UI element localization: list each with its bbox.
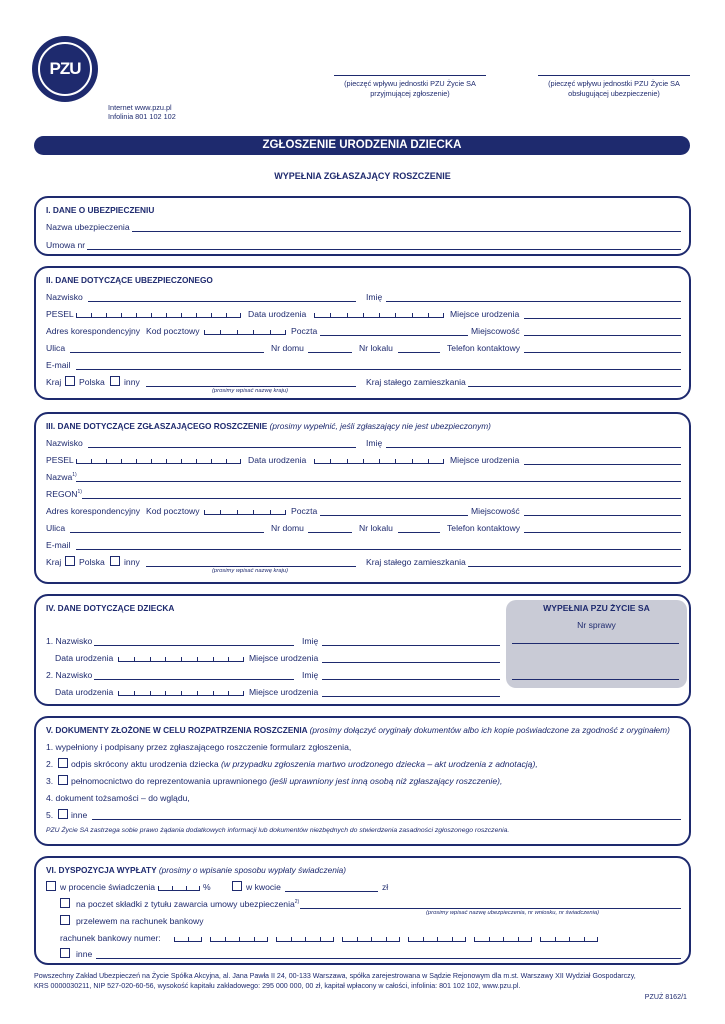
label-nr-domu: Nr domu	[271, 523, 304, 533]
label-poczet-text: na poczet składki z tytułu zawarcia umowy ubezpieczenia	[76, 899, 295, 909]
digit-tick	[240, 459, 241, 463]
street-field[interactable]	[70, 352, 264, 353]
reserve-note: PZU Życie SA zastrzega sobie prawo żądania dodatkowych informacji lub dokumentów niezbędnych do stwierdzenia zasadności zgłoszonego roszczenia.	[46, 827, 510, 834]
doc-item-2-text: odpis skrócony aktu urodzenia dziecka	[71, 759, 219, 769]
case-number-field-1[interactable]	[512, 643, 679, 644]
digit-tick	[239, 937, 240, 941]
birth-date-field[interactable]	[314, 457, 444, 464]
digit-tick	[228, 691, 229, 695]
label-polska: Polska	[79, 557, 105, 567]
child1-birth-place-field[interactable]	[322, 662, 500, 663]
digit-tick	[395, 459, 396, 463]
pesel-field[interactable]	[76, 457, 241, 464]
digit-tick	[408, 937, 409, 941]
digit-tick	[106, 459, 107, 463]
phone-field[interactable]	[524, 532, 681, 533]
section-title: I. DANE O UBEZPIECZENIU	[46, 205, 155, 215]
post-office-field[interactable]	[320, 335, 468, 336]
label-data-urodzenia: Data urodzenia	[248, 455, 307, 465]
label-umowa: Umowa nr	[46, 240, 86, 250]
label-kwota: w kwocie	[246, 882, 281, 892]
digit-tick	[357, 937, 358, 941]
pzu-logo-text: PZU	[38, 42, 92, 96]
digit-tick	[395, 313, 396, 317]
label-regon-text: REGON	[46, 489, 78, 499]
label-child2-data: Data urodzenia	[55, 687, 114, 697]
digit-tick	[201, 937, 202, 941]
digit-tick	[226, 459, 227, 463]
digit-tick	[240, 313, 241, 317]
doc-item-5-number: 5.	[46, 810, 54, 820]
account-group-6[interactable]	[474, 935, 532, 942]
digit-tick	[243, 657, 244, 661]
label-inny: inny	[124, 377, 140, 387]
label-poczta: Poczta	[291, 326, 318, 336]
digit-tick	[379, 459, 380, 463]
digit-tick	[181, 459, 182, 463]
label-child1-nazwisko: 1. Nazwisko	[46, 636, 93, 646]
digit-tick	[330, 313, 331, 317]
child1-birth-date-field[interactable]	[118, 655, 244, 662]
label-kod-pocztowy: Kod pocztowy	[146, 506, 200, 516]
digit-tick	[347, 459, 348, 463]
digit-tick	[166, 313, 167, 317]
digit-tick	[118, 657, 119, 661]
section-note: (prosimy dołączyć oryginały dokumentów albo ich kopie poświadczone za zgodność z oryginałem)	[309, 725, 670, 735]
doc-item-3-text: pełnomocnictwo do reprezentowania uprawnionego	[71, 776, 267, 786]
apartment-number-field[interactable]	[398, 532, 440, 533]
digit-tick	[91, 459, 92, 463]
label-adres: Adres korespondencyjny	[46, 506, 141, 516]
label-nazwisko: Nazwisko	[46, 292, 83, 302]
section-insured	[34, 266, 691, 400]
section-title-text: VI. DYSPOZYCJA WYPŁATY	[46, 865, 157, 875]
label-child1-imie: Imię	[302, 636, 319, 646]
label-inny: inny	[124, 557, 140, 567]
account-group-5[interactable]	[408, 935, 466, 942]
footer-line-1: Powszechny Zakład Ubezpieczeń na Życie Spółka Akcyjna, al. Jana Pawła II 24, 00-133 Warszawa, spółka zarejestrowana w Sądzie Rejonowym dla m.st. Warszawy XII Wydział Gospodarczy,	[34, 972, 636, 980]
digit-tick	[181, 313, 182, 317]
digit-tick	[474, 937, 475, 941]
account-group-4[interactable]	[342, 935, 400, 942]
postal-code-field[interactable]	[204, 508, 286, 515]
label-inne: inne	[76, 949, 93, 959]
internet-address: Internet www.pzu.pl	[108, 103, 172, 112]
footnote-ref: 1)	[77, 489, 82, 496]
digit-tick	[165, 691, 166, 695]
surname-field[interactable]	[88, 447, 356, 448]
label-nazwa-ubezpieczenia: Nazwa ubezpieczenia	[46, 222, 130, 232]
post-office-field[interactable]	[320, 515, 468, 516]
digit-tick	[186, 886, 187, 890]
child1-surname-field[interactable]	[94, 645, 294, 646]
section-title-text: V. DOKUMENTY ZŁOŻONE W CELU ROZPATRZENIA ROSZCZENIA	[46, 725, 308, 735]
digit-tick	[428, 313, 429, 317]
digit-tick	[465, 937, 466, 941]
doc-item-2-number: 2.	[46, 759, 54, 769]
regon-field[interactable]	[82, 498, 681, 499]
percent-field[interactable]	[158, 884, 200, 891]
digit-tick	[181, 691, 182, 695]
label-miejscowosc: Miejscowość	[471, 326, 520, 336]
account-group-2[interactable]	[210, 935, 268, 942]
label-nazwisko: Nazwisko	[46, 438, 83, 448]
digit-tick	[151, 459, 152, 463]
digit-tick	[253, 330, 254, 334]
label-pesel: PESEL	[46, 309, 74, 319]
digit-tick	[211, 459, 212, 463]
digit-tick	[443, 459, 444, 463]
label-nr-domu: Nr domu	[271, 343, 304, 353]
section-title	[46, 865, 346, 875]
checkbox-inny-kraj[interactable]	[110, 556, 120, 566]
house-number-field[interactable]	[308, 532, 352, 533]
section-title	[46, 421, 491, 431]
contract-number-field[interactable]	[87, 249, 681, 250]
form-code: PZUŻ 8162/1	[644, 993, 687, 1001]
digit-tick	[213, 657, 214, 661]
digit-tick	[489, 937, 490, 941]
digit-tick	[253, 510, 254, 514]
digit-tick	[584, 937, 585, 941]
section-title: II. DANE DOTYCZĄCE UBEZPIECZONEGO	[46, 275, 213, 285]
label-child1-data: Data urodzenia	[55, 653, 114, 663]
label-telefon: Telefon kontaktowy	[447, 523, 521, 533]
label-przelew: przelewem na rachunek bankowy	[76, 916, 204, 926]
checkbox-transfer[interactable]	[60, 915, 70, 925]
digit-tick	[314, 313, 315, 317]
section-note: (prosimy wypełnić, jeśli zgłaszający nie jest ubezpieczonym)	[269, 421, 491, 431]
amount-field[interactable]	[285, 891, 378, 892]
digit-tick	[174, 937, 175, 941]
digit-tick	[270, 510, 271, 514]
account-group-1[interactable]	[174, 935, 202, 942]
birth-place-field[interactable]	[524, 318, 681, 319]
digit-tick	[213, 691, 214, 695]
digit-tick	[423, 937, 424, 941]
digit-tick	[320, 937, 321, 941]
section-payment	[34, 856, 691, 965]
digit-tick	[437, 937, 438, 941]
checkbox-polska[interactable]	[65, 556, 75, 566]
digit-tick	[452, 937, 453, 941]
digit-tick	[226, 313, 227, 317]
digit-tick	[121, 313, 122, 317]
account-group-3[interactable]	[276, 935, 334, 942]
label-poczta: Poczta	[291, 506, 318, 516]
digit-tick	[136, 459, 137, 463]
digit-tick	[181, 657, 182, 661]
section-title	[46, 725, 670, 735]
label-regon	[46, 489, 82, 499]
label-nr-lokalu: Nr lokalu	[359, 523, 393, 533]
digit-tick	[197, 691, 198, 695]
digit-tick	[228, 657, 229, 661]
label-kraj-stalego: Kraj stałego zamieszkania	[366, 377, 466, 387]
digit-tick	[211, 313, 212, 317]
checkbox-doc-other[interactable]	[58, 809, 68, 819]
digit-tick	[165, 657, 166, 661]
digit-tick	[196, 313, 197, 317]
pzu-logo	[32, 36, 98, 102]
birth-date-field[interactable]	[314, 311, 444, 318]
digit-tick	[118, 691, 119, 695]
city-field[interactable]	[524, 335, 681, 336]
digit-tick	[237, 330, 238, 334]
label-percent-sign: %	[203, 882, 211, 892]
digit-tick	[569, 937, 570, 941]
label-ulica: Ulica	[46, 523, 66, 533]
digit-tick	[531, 937, 532, 941]
section-insurance	[34, 196, 691, 256]
digit-tick	[172, 886, 173, 890]
child2-first-name-field[interactable]	[322, 679, 500, 680]
digit-tick	[270, 330, 271, 334]
digit-tick	[225, 937, 226, 941]
checkbox-amount[interactable]	[232, 881, 242, 891]
section-documents	[34, 716, 691, 846]
checkbox-polska[interactable]	[65, 376, 75, 386]
label-nr-lokalu: Nr lokalu	[359, 343, 393, 353]
digit-tick	[285, 330, 286, 334]
street-field[interactable]	[70, 532, 264, 533]
digit-tick	[443, 313, 444, 317]
footer	[34, 972, 636, 991]
section-title: IV. DANE DOTYCZĄCE DZIECKA	[46, 603, 175, 613]
child1-first-name-field[interactable]	[322, 645, 500, 646]
digit-tick	[399, 937, 400, 941]
pzu-office-panel	[506, 600, 687, 688]
stamp-accepting	[334, 75, 486, 98]
label-procent: w procencie świadczenia	[60, 882, 156, 892]
digit-tick	[363, 459, 364, 463]
label-pesel: PESEL	[46, 455, 74, 465]
first-name-field[interactable]	[386, 301, 681, 302]
digit-tick	[150, 657, 151, 661]
label-child2-imie: Imię	[302, 670, 319, 680]
digit-tick	[412, 459, 413, 463]
email-field[interactable]	[76, 549, 681, 550]
doc-item-5: inne	[71, 810, 88, 820]
account-group-7[interactable]	[540, 935, 598, 942]
other-country-field[interactable]	[146, 386, 356, 387]
label-telefon: Telefon kontaktowy	[447, 343, 521, 353]
digit-tick	[188, 937, 189, 941]
other-documents-field[interactable]	[92, 819, 681, 820]
email-field[interactable]	[76, 369, 681, 370]
label-nazwa	[46, 472, 77, 482]
label-kraj: Kraj	[46, 557, 62, 567]
hotline: Infolinia 801 102 102	[108, 112, 176, 121]
label-child2-nazwisko: 2. Nazwisko	[46, 670, 93, 680]
stamp-servicing	[538, 75, 690, 98]
label-zl: zł	[382, 882, 389, 892]
child2-birth-place-field[interactable]	[322, 696, 500, 697]
stamp-accepting-l2: przyjmującej zgłoszenie)	[370, 88, 450, 98]
digit-tick	[220, 330, 221, 334]
digit-tick	[503, 937, 504, 941]
digit-tick	[371, 937, 372, 941]
page-title: ZGŁOSZENIE URODZENIA DZIECKA	[34, 136, 690, 155]
premium-details-field[interactable]	[300, 908, 681, 909]
digit-tick	[121, 459, 122, 463]
label-email: E-mail	[46, 360, 71, 370]
checkbox-other-payment[interactable]	[60, 948, 70, 958]
label-child1-miejsce: Miejsce urodzenia	[249, 653, 319, 663]
apartment-number-field[interactable]	[398, 352, 440, 353]
digit-tick	[134, 657, 135, 661]
digit-tick	[597, 937, 598, 941]
digit-tick	[267, 937, 268, 941]
doc-item-3	[71, 776, 502, 786]
footer-line-2: KRS 0000030211, NIP 527-020-60-56, wysokość kapitału zakładowego: 295 000 000, 00 zł, kapitał wpłacony w całości, infolinia: 801 102 102, www.pzu.pl.	[34, 981, 521, 990]
digit-tick	[134, 691, 135, 695]
digit-tick	[540, 937, 541, 941]
label-poczet	[76, 899, 299, 909]
digit-tick	[386, 937, 387, 941]
checkbox-premium[interactable]	[60, 898, 70, 908]
label-kraj: Kraj	[46, 377, 62, 387]
other-payment-field[interactable]	[96, 958, 681, 959]
digit-tick	[330, 459, 331, 463]
checkbox-doc-power-of-attorney[interactable]	[58, 775, 68, 785]
digit-tick	[136, 313, 137, 317]
label-polska: Polska	[79, 377, 105, 387]
page-subtitle: WYPEŁNIA ZGŁASZAJĄCY ROSZCZENIE	[274, 171, 451, 181]
label-nr-sprawy: Nr sprawy	[577, 620, 616, 630]
digit-tick	[379, 313, 380, 317]
label-miejscowosc: Miejscowość	[471, 506, 520, 516]
digit-tick	[210, 937, 211, 941]
digit-tick	[158, 886, 159, 890]
other-country-field[interactable]	[146, 566, 356, 567]
section-claimant	[34, 412, 691, 584]
digit-tick	[150, 691, 151, 695]
digit-tick	[166, 459, 167, 463]
doc-item-1: 1. wypełniony i podpisany przez zgłaszającego roszczenie formularz zgłoszenia,	[46, 742, 352, 752]
label-kraj-stalego: Kraj stałego zamieszkania	[366, 557, 466, 567]
residence-country-field[interactable]	[468, 386, 681, 387]
doc-item-4: 4. dokument tożsamości – do wglądu,	[46, 793, 190, 803]
digit-tick	[106, 313, 107, 317]
label-email: E-mail	[46, 540, 71, 550]
digit-tick	[342, 937, 343, 941]
child2-surname-field[interactable]	[94, 679, 294, 680]
checkbox-doc-birth-certificate[interactable]	[58, 758, 68, 768]
label-miejsce-urodzenia: Miejsce urodzenia	[450, 309, 520, 319]
footnote-ref: 1)	[72, 472, 77, 479]
digit-tick	[243, 691, 244, 695]
digit-tick	[347, 313, 348, 317]
stamp-servicing-l1: (pieczęć wpływu jednostki PZU Życie SA	[548, 79, 680, 88]
birth-place-field[interactable]	[524, 464, 681, 465]
child2-birth-date-field[interactable]	[118, 689, 244, 696]
phone-field[interactable]	[524, 352, 681, 353]
label-rachunek: rachunek bankowy numer:	[60, 933, 161, 943]
contact-info	[108, 103, 176, 121]
doc-item-3-number: 3.	[46, 776, 54, 786]
label-kod-pocztowy: Kod pocztowy	[146, 326, 200, 336]
house-number-field[interactable]	[308, 352, 352, 353]
pzu-panel-title: WYPEŁNIA PZU ŻYCIE SA	[543, 603, 650, 613]
digit-tick	[199, 886, 200, 890]
digit-tick	[76, 459, 77, 463]
digit-tick	[204, 330, 205, 334]
case-number-field-2[interactable]	[512, 679, 679, 680]
digit-tick	[412, 313, 413, 317]
pesel-field[interactable]	[76, 311, 241, 318]
digit-tick	[151, 313, 152, 317]
digit-tick	[196, 459, 197, 463]
postal-code-field[interactable]	[204, 328, 286, 335]
doc-item-3-note: (jeśli uprawniony jest inną osobą niż zgłaszający roszczenie),	[269, 776, 503, 786]
digit-tick	[291, 937, 292, 941]
company-name-field[interactable]	[76, 481, 681, 482]
section-title-text: III. DANE DOTYCZĄCE ZGŁASZAJĄCEGO ROSZCZENIE	[46, 421, 268, 431]
digit-tick	[254, 937, 255, 941]
residence-country-field[interactable]	[468, 566, 681, 567]
digit-tick	[204, 510, 205, 514]
digit-tick	[428, 459, 429, 463]
checkbox-inny-kraj[interactable]	[110, 376, 120, 386]
first-name-field[interactable]	[386, 447, 681, 448]
label-miejsce-urodzenia: Miejsce urodzenia	[450, 455, 520, 465]
section-note: (prosimy o wpisanie sposobu wypłaty świadczenia)	[158, 865, 347, 875]
label-adres: Adres korespondencyjny	[46, 326, 141, 336]
city-field[interactable]	[524, 515, 681, 516]
label-imie: Imię	[366, 438, 383, 448]
stamp-accepting-l1: (pieczęć wpływu jednostki PZU Życie SA	[344, 79, 476, 88]
digit-tick	[314, 459, 315, 463]
digit-tick	[197, 657, 198, 661]
footnote-ref: 2)	[294, 899, 300, 906]
label-data-urodzenia: Data urodzenia	[248, 309, 307, 319]
digit-tick	[76, 313, 77, 317]
digit-tick	[363, 313, 364, 317]
digit-tick	[555, 937, 556, 941]
surname-field[interactable]	[88, 301, 356, 302]
digit-tick	[285, 510, 286, 514]
digit-tick	[333, 937, 334, 941]
stamp-servicing-l2: obsługującej ubezpieczenie)	[568, 88, 660, 98]
digit-tick	[220, 510, 221, 514]
digit-tick	[276, 937, 277, 941]
label-imie: Imię	[366, 292, 383, 302]
checkbox-percent[interactable]	[46, 881, 56, 891]
label-child2-miejsce: Miejsce urodzenia	[249, 687, 319, 697]
digit-tick	[237, 510, 238, 514]
digit-tick	[305, 937, 306, 941]
insurance-name-field[interactable]	[132, 231, 681, 232]
doc-item-2-note: (w przypadku zgłoszenia martwo urodzonego dziecka – akt urodzenia z adnotacją),	[221, 759, 538, 769]
label-nazwa-text: Nazwa	[46, 472, 73, 482]
country-hint: (prosimy wpisać nazwę kraju)	[212, 388, 289, 394]
country-hint: (prosimy wpisać nazwę kraju)	[212, 568, 289, 574]
doc-item-2	[71, 759, 538, 769]
digit-tick	[91, 313, 92, 317]
premium-hint: (prosimy wpisać nazwę ubezpieczenia, nr wniosku, nr świadczenia)	[426, 910, 600, 916]
digit-tick	[518, 937, 519, 941]
label-ulica: Ulica	[46, 343, 66, 353]
